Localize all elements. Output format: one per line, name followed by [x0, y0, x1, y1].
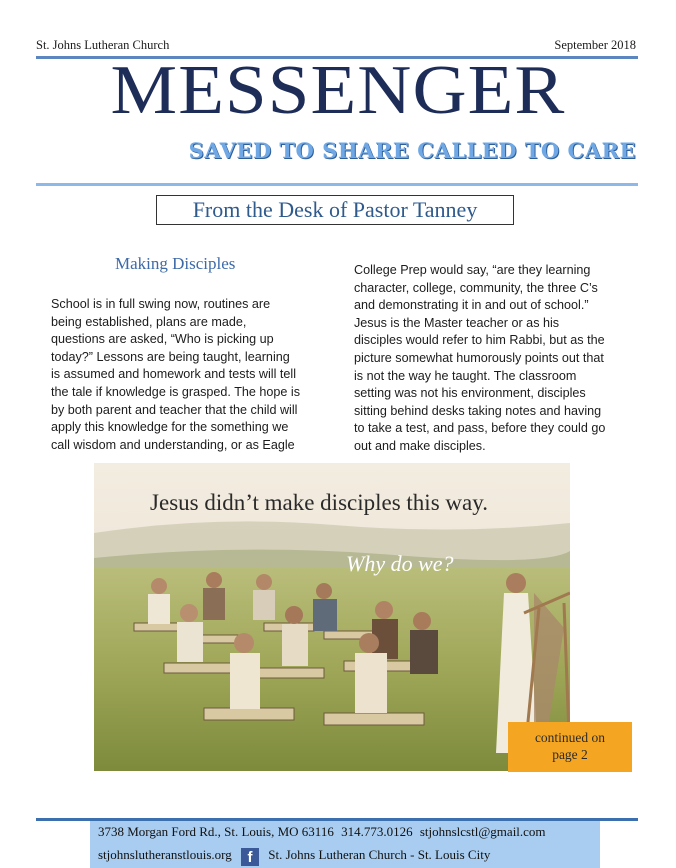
- text-line: the tale if knowledge is grasped. The hope is: [51, 384, 301, 399]
- continued-badge: [508, 722, 632, 772]
- newsletter-tagline: SAVED TO SHARE CALLED TO CARE: [188, 138, 636, 163]
- text-line: School is in full swing now, routines are: [51, 297, 271, 311]
- address: 3738 Morgan Ford Rd., St. Louis, MO 63116: [98, 824, 334, 839]
- text-line: is assumed and homework and tests will tell: [51, 367, 296, 382]
- article-subheading: Making Disciples: [115, 254, 236, 273]
- photo-headline: Jesus didn’t make disciples this way.: [150, 490, 488, 515]
- text-line: Jesus is the Master teacher or as his: [354, 315, 560, 330]
- classroom-illustration: [94, 463, 570, 771]
- church-name: St. Johns Lutheran Church: [36, 38, 170, 52]
- text-line: apply this knowledge for the something we: [51, 420, 289, 435]
- issue-date: September 2018: [554, 38, 636, 52]
- contact-footer: [90, 821, 600, 868]
- website-link[interactable]: stjohnslutheranstlouis.org: [98, 847, 232, 862]
- article-column-left: [51, 296, 323, 454]
- text-line: by both parent and teacher that the child will: [51, 402, 298, 417]
- email-link[interactable]: stjohnslcstl@gmail.com: [419, 824, 546, 839]
- facebook-icon[interactable]: f: [241, 848, 259, 866]
- photo-question: Why do we?: [346, 551, 454, 576]
- text-line: being established, plans are made,: [51, 314, 247, 329]
- text-line: character, college, community, the three C’s: [354, 280, 598, 295]
- article-column-right: [354, 262, 636, 456]
- continued-page: page 2: [552, 747, 588, 762]
- section-title: From the Desk of Pastor Tanney: [156, 195, 514, 225]
- text-line: sitting behind desks taking notes and having: [354, 403, 602, 418]
- continued-label: continued on: [534, 730, 606, 745]
- newsletter-title: MESSENGER: [110, 52, 566, 129]
- text-line: call wisdom and understanding, or as Eagle: [51, 437, 295, 452]
- text-line: today?” Lessons are being taught, learning: [51, 349, 290, 364]
- text-line: to take a test, and pass, before they could go: [354, 421, 606, 436]
- text-line: picture somewhat humorously points out that: [354, 350, 604, 365]
- text-line: disciples would refer to him Rabbi, but as the: [354, 333, 605, 348]
- text-line: out and make disciples.: [354, 438, 486, 453]
- text-line: College Prep would say, “are they learning: [354, 263, 591, 277]
- masthead-divider: [36, 183, 638, 186]
- text-line: setting was not his environment, disciples: [354, 386, 586, 401]
- text-line: questions are asked, “Who is picking up: [51, 332, 274, 347]
- phone: 314.773.0126: [341, 824, 413, 839]
- facebook-page-link[interactable]: St. Johns Lutheran Church - St. Louis City: [268, 847, 491, 862]
- text-line: is not the way he taught. The classroom: [354, 368, 577, 383]
- classroom-photo: [94, 463, 570, 771]
- text-line: and demonstrating it in and out of school.”: [354, 298, 589, 313]
